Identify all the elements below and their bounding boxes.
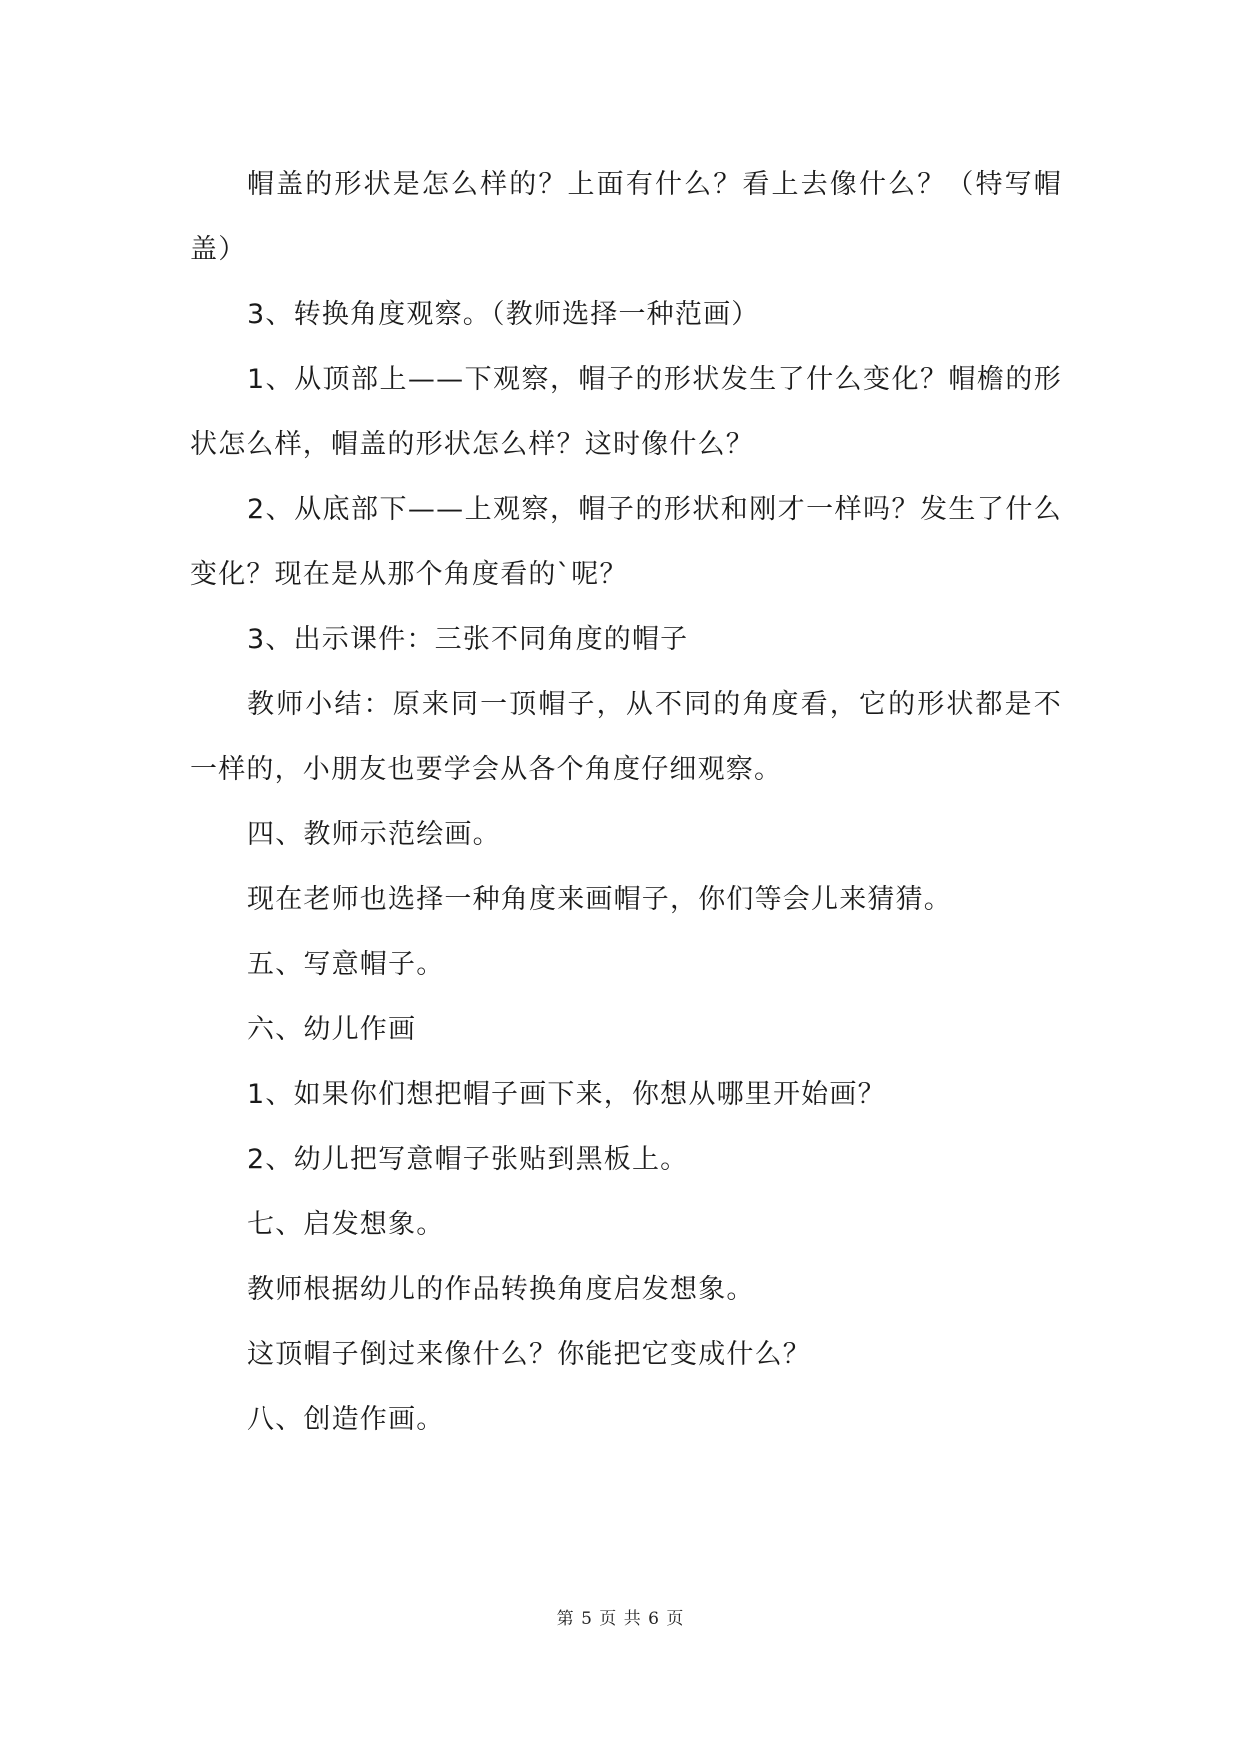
paragraph: 这顶帽子倒过来像什么？你能把它变成什么？ <box>247 1339 811 1370</box>
section-heading: 六、幼儿作画 <box>247 1014 417 1045</box>
paragraph: 教师根据幼儿的作品转换角度启发想象。 <box>247 1274 755 1305</box>
paragraph: 3、出示课件：三张不同角度的帽子 <box>247 624 689 655</box>
page-footer: 第 5 页 共 6 页 <box>556 1609 685 1629</box>
paragraph: 1、从顶部上——下观察，帽子的形状发生了什么变化？帽檐的形状怎么样，帽盖的形状怎么样？这时像什么？ <box>190 364 1062 460</box>
paragraph: 2、从底部下——上观察，帽子的形状和刚才一样吗？发生了什么变化？现在是从那个角度看的`呢？ <box>190 494 1062 590</box>
document-body <box>190 152 1062 1452</box>
paragraph: 教师小结：原来同一顶帽子，从不同的角度看，它的形状都是不一样的，小朋友也要学会从各个角度仔细观察。 <box>190 689 1062 785</box>
paragraph: 现在老师也选择一种角度来画帽子，你们等会儿来猜猜。 <box>247 884 952 915</box>
section-heading: 四、教师示范绘画。 <box>247 819 501 850</box>
section-heading: 八、创造作画。 <box>247 1404 445 1435</box>
paragraph: 帽盖的形状是怎么样的？上面有什么？看上去像什么？（特写帽盖） <box>190 169 1062 265</box>
paragraph: 1、如果你们想把帽子画下来，你想从哪里开始画？ <box>247 1079 886 1110</box>
paragraph: 3、转换角度观察。（教师选择一种范画） <box>247 299 760 330</box>
paragraph: 2、幼儿把写意帽子张贴到黑板上。 <box>247 1144 689 1175</box>
section-heading: 七、启发想象。 <box>247 1209 445 1240</box>
section-heading: 五、写意帽子。 <box>247 949 445 980</box>
